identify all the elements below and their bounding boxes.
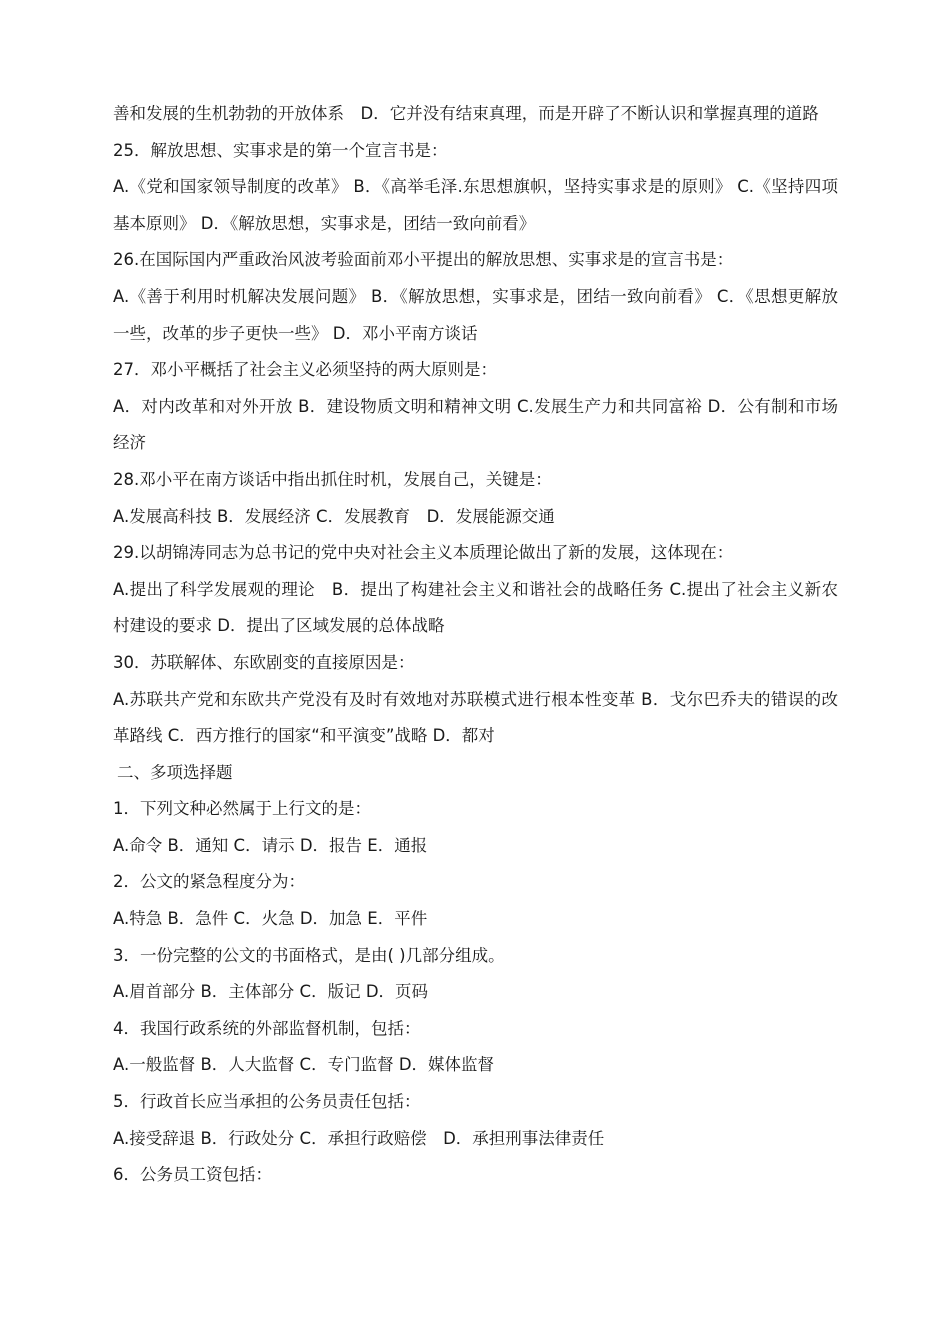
question-25: 25．解放思想、实事求是的第一个宣言书是： xyxy=(113,140,448,160)
document-body xyxy=(113,96,838,1194)
mc-question-4-options: A.一般监督 B．人大监督 C．专门监督 D．媒体监督 xyxy=(113,1055,495,1075)
mc-question-1-options: A.命令 B．通知 C．请示 D．报告 E．通报 xyxy=(113,835,428,855)
question-30-options: A.苏联共产党和东欧共产党没有及时有效地对苏联模式进行根本性变革 B．戈尔巴乔夫的错误的改革路线 C．西方推行的国家“和平演变”战略 D．都对 xyxy=(113,689,838,746)
mc-question-1: 1．下列文种必然属于上行文的是： xyxy=(113,799,371,819)
section-heading-multiple-choice: 二、多项选择题 xyxy=(117,762,233,782)
question-26: 26.在国际国内严重政治风波考验面前邓小平提出的解放思想、实事求是的宣言书是： xyxy=(113,250,734,270)
mc-question-2: 2．公文的紧急程度分为： xyxy=(113,872,305,892)
question-26-options: A.《善于利用时机解决发展问题》 B．《解放思想，实事求是，团结一致向前看》 C．《思想更解放一些，改革的步子更快一些》 D．邓小平南方谈话 xyxy=(113,286,838,343)
mc-question-4: 4．我国行政系统的外部监督机制，包括： xyxy=(113,1018,421,1038)
question-29-options: A.提出了科学发展观的理论 B．提出了构建社会主义和谐社会的战略任务 C.提出了社会主义新农村建设的要求 D．提出了区域发展的总体战略 xyxy=(113,579,838,636)
text-line: 善和发展的生机勃勃的开放体系 D．它并没有结束真理，而是开辟了不断认识和掌握真理的道路 xyxy=(113,104,819,123)
question-27: 27．邓小平概括了社会主义必须坚持的两大原则是： xyxy=(113,360,497,380)
question-30: 30．苏联解体、东欧剧变的直接原因是： xyxy=(113,652,415,672)
question-28-options: A.发展高科技 B．发展经济 C．发展教育 D．发展能源交通 xyxy=(113,506,555,526)
mc-question-6: 6．公务员工资包括： xyxy=(113,1165,272,1185)
question-28: 28.邓小平在南方谈话中指出抓住时机，发展自己，关键是： xyxy=(113,469,552,489)
mc-question-5-options: A.接受辞退 B．行政处分 C．承担行政赔偿 D．承担刑事法律责任 xyxy=(113,1128,605,1148)
mc-question-2-options: A.特急 B．急件 C．火急 D．加急 E．平件 xyxy=(113,909,428,929)
question-27-options: A．对内改革和对外开放 B．建设物质文明和精神文明 C.发展生产力和共同富裕 D．公有制和市场经济 xyxy=(113,396,838,453)
mc-question-3-options: A.眉首部分 B．主体部分 C．版记 D．页码 xyxy=(113,982,429,1002)
question-25-options: A.《党和国家领导制度的改革》 B．《高举毛泽.东思想旗帜，坚持实事求是的原则》 C.《坚持四项基本原则》 D．《解放思想，实事求是，团结一致向前看》 xyxy=(113,177,838,233)
mc-question-5: 5．行政首长应当承担的公务员责任包括： xyxy=(113,1092,421,1112)
question-29: 29.以胡锦涛同志为总书记的党中央对社会主义本质理论做出了新的发展，这体现在： xyxy=(113,543,734,563)
mc-question-3: 3．一份完整的公文的书面格式，是由( )几部分组成。 xyxy=(113,945,505,965)
